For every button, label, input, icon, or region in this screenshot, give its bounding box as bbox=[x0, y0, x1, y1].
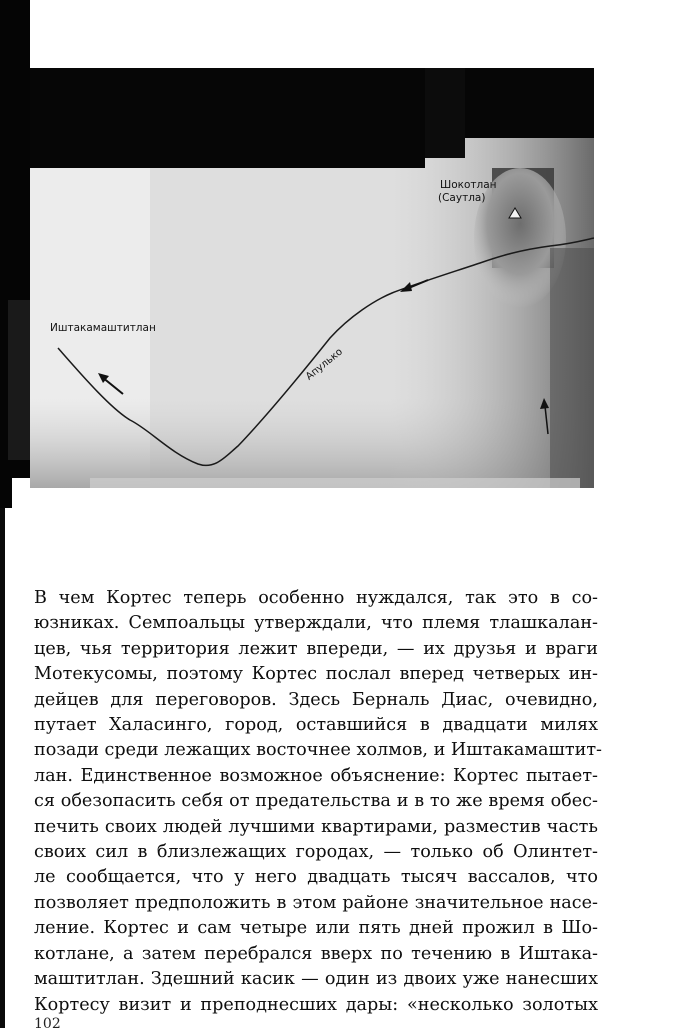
text-line: ление. Кортес и сам четыре или пять дней прожил в Шо- bbox=[34, 918, 598, 939]
text-line: маштитлан. Здешний касик — один из двоих уже нанесших bbox=[34, 969, 598, 990]
map-label-town-name: Шокотлан bbox=[440, 179, 497, 191]
map-dark-block-left bbox=[30, 68, 425, 168]
text-line: печить своих людей лучшими квартирами, разместив часть bbox=[34, 816, 598, 837]
scan-gutter-notch bbox=[8, 300, 30, 460]
map-label-left-town: Иштакамаштитлан bbox=[50, 322, 156, 334]
map-photograph bbox=[30, 68, 594, 488]
page-number: 102 bbox=[34, 1016, 61, 1028]
text-line: Мотекусомы, поэтому Кортес послал вперед четверых ин- bbox=[34, 664, 598, 685]
text-line: позади среди лежащих восточнее холмов, и Иштакамаштит- bbox=[34, 740, 602, 761]
text-line: лан. Единственное возможное объяснение: Кортес пытает- bbox=[34, 765, 598, 786]
right-edge-shadow bbox=[550, 248, 594, 488]
text-line: дейцев для переговоров. Здесь Берналь Диас, очевидно, bbox=[34, 689, 598, 710]
text-line: ся обезопасить себя от предательства и в то же время обес- bbox=[34, 791, 598, 812]
text-line: позволяет предположить в этом районе значительное насе- bbox=[34, 892, 598, 913]
map-drawing bbox=[30, 68, 594, 488]
map-label-town-alt-name: (Саутла) bbox=[438, 192, 486, 204]
map-label-river: Апулько bbox=[304, 346, 345, 383]
text-line: Кортесу визит и преподнесших дары: «несколько золотых bbox=[34, 994, 598, 1015]
text-line: ле сообщается, что у него двадцать тысяч вассалов, что bbox=[34, 867, 598, 888]
text-line: В чем Кортес теперь особенно нуждался, так это в со- bbox=[34, 588, 598, 608]
text-line: котлане, а затем перебрался вверх по течению в Иштака- bbox=[34, 943, 598, 964]
scan-gutter-step bbox=[0, 478, 12, 508]
text-line: путает Халасинго, город, оставшийся в двадцати милях bbox=[34, 715, 598, 736]
text-line: юзниках. Семпоальцы утверждали, что племя тлашкалан- bbox=[34, 613, 598, 634]
scan-gutter-edge bbox=[0, 508, 5, 1028]
body-text bbox=[34, 586, 602, 1018]
map-dark-block-mid bbox=[425, 68, 465, 158]
text-line: цев, чья территория лежит впереди, — их друзья и враги bbox=[34, 638, 598, 659]
halftone-strip bbox=[90, 478, 580, 488]
text-line: своих сил в близлежащих городах, — только об Олинтет- bbox=[34, 842, 598, 863]
